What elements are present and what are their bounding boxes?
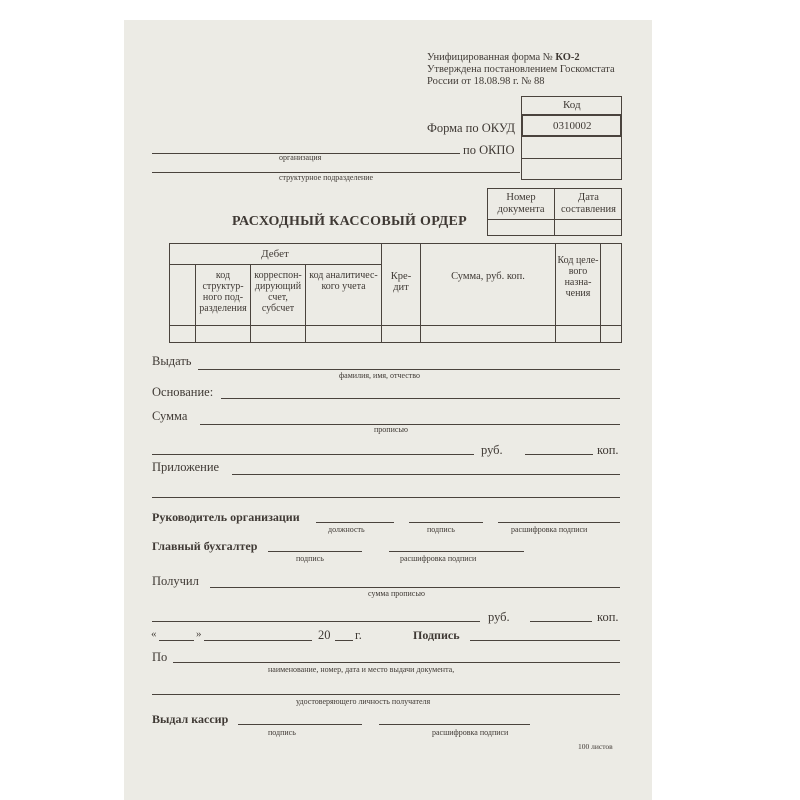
col-purpose-code: Код целе-вого назна-чения [557, 255, 599, 299]
position-caption: должность [328, 525, 365, 534]
rub-label: руб. [481, 443, 503, 457]
approval-date-line: России от 18.08.98 г. № 88 [427, 76, 545, 87]
organization-caption: организация [279, 153, 322, 162]
issue-label: Выдать [152, 354, 192, 368]
chief-signature-caption: подпись [296, 554, 324, 563]
head-label: Руководитель организации [152, 510, 300, 524]
cashier-signature-caption: подпись [268, 728, 296, 737]
approved-line: Утверждена постановлением Госкомстата [427, 64, 615, 75]
attachment-line[interactable] [232, 474, 620, 475]
amount-line[interactable] [200, 424, 620, 425]
received-amount-line[interactable] [152, 621, 480, 622]
col-analytic-code: код аналитичес-кого учета [309, 270, 378, 292]
head-decoding-caption: расшифровка подписи [511, 525, 588, 534]
debit-header: Дебет [261, 248, 289, 260]
id-document-cont-line[interactable] [152, 694, 620, 695]
form-number-line: Унифицированная форма № КО-2 [427, 52, 580, 63]
amount-cont-line[interactable] [152, 454, 474, 455]
attachment-label: Приложение [152, 460, 220, 474]
identity-caption: удостоверяющего личность получателя [296, 697, 431, 706]
amount-words-caption: сумма прописью [368, 589, 425, 598]
col-credit: Кре-дит [390, 271, 412, 293]
head-signature-line[interactable] [409, 522, 483, 523]
year-suffix: г. [355, 628, 362, 642]
col-amount: Сумма, руб. коп. [451, 271, 525, 282]
col-division-code: код структур-ного под-разделения [199, 270, 247, 314]
date-month-line[interactable] [204, 640, 312, 641]
kop-line[interactable] [525, 454, 593, 455]
cashier-label: Выдал кассир [152, 712, 229, 726]
basis-line[interactable] [221, 398, 620, 399]
received-line[interactable] [210, 587, 620, 588]
okpo-label: по ОКПО [463, 143, 515, 157]
head-position-line[interactable] [316, 522, 394, 523]
kop-label: коп. [597, 443, 619, 457]
attachment-cont-line[interactable] [152, 497, 620, 498]
doc-date-header: Дата составления [561, 192, 616, 215]
document-title: РАСХОДНЫЙ КАССОВЫЙ ОРДЕР [232, 214, 467, 229]
chief-accountant-label: Главный бухгалтер [152, 539, 258, 553]
by-label: По [152, 650, 168, 664]
date-year-line[interactable] [335, 640, 353, 641]
cashier-decoding-caption: расшифровка подписи [432, 728, 509, 737]
amount-label: Сумма [152, 409, 188, 423]
received-label: Получил [152, 574, 199, 588]
okud-value: 0310002 [553, 120, 592, 132]
received-kop-line[interactable] [530, 621, 592, 622]
date-quote-close: » [196, 628, 202, 640]
head-signature-caption: подпись [427, 525, 455, 534]
issue-caption: фамилия, имя, отчество [339, 371, 420, 380]
form-code: КО-2 [555, 52, 580, 63]
code-header: Код [563, 99, 581, 111]
doc-number-header: Номер документа [497, 192, 545, 215]
basis-label: Основание: [152, 385, 214, 399]
chief-decoding-caption: расшифровка подписи [400, 554, 477, 563]
received-kop-label: коп. [597, 610, 619, 624]
cashier-decoding-line[interactable] [379, 724, 530, 725]
amount-caption: прописью [374, 425, 409, 434]
date-quote-open: « [151, 628, 157, 640]
date-day-line[interactable] [159, 640, 194, 641]
chief-signature-line[interactable] [268, 551, 362, 552]
cashier-signature-line[interactable] [238, 724, 362, 725]
issue-line[interactable] [198, 369, 620, 370]
sheet-count: 100 листов [578, 742, 613, 751]
signature-label: Подпись [413, 628, 460, 642]
col-corr-account: корреспон-дирующий счет, субсчет [254, 270, 302, 314]
division-caption: структурное подразделение [279, 173, 374, 182]
okud-label: Форма по ОКУД [427, 121, 515, 135]
id-document-caption: наименование, номер, дата и место выдачи документа, [268, 665, 455, 674]
head-decoding-line[interactable] [498, 522, 620, 523]
received-rub-label: руб. [488, 610, 510, 624]
id-document-line[interactable] [173, 662, 620, 663]
year-prefix: 20 [318, 628, 331, 642]
chief-decoding-line[interactable] [389, 551, 524, 552]
received-signature-line[interactable] [470, 640, 620, 641]
